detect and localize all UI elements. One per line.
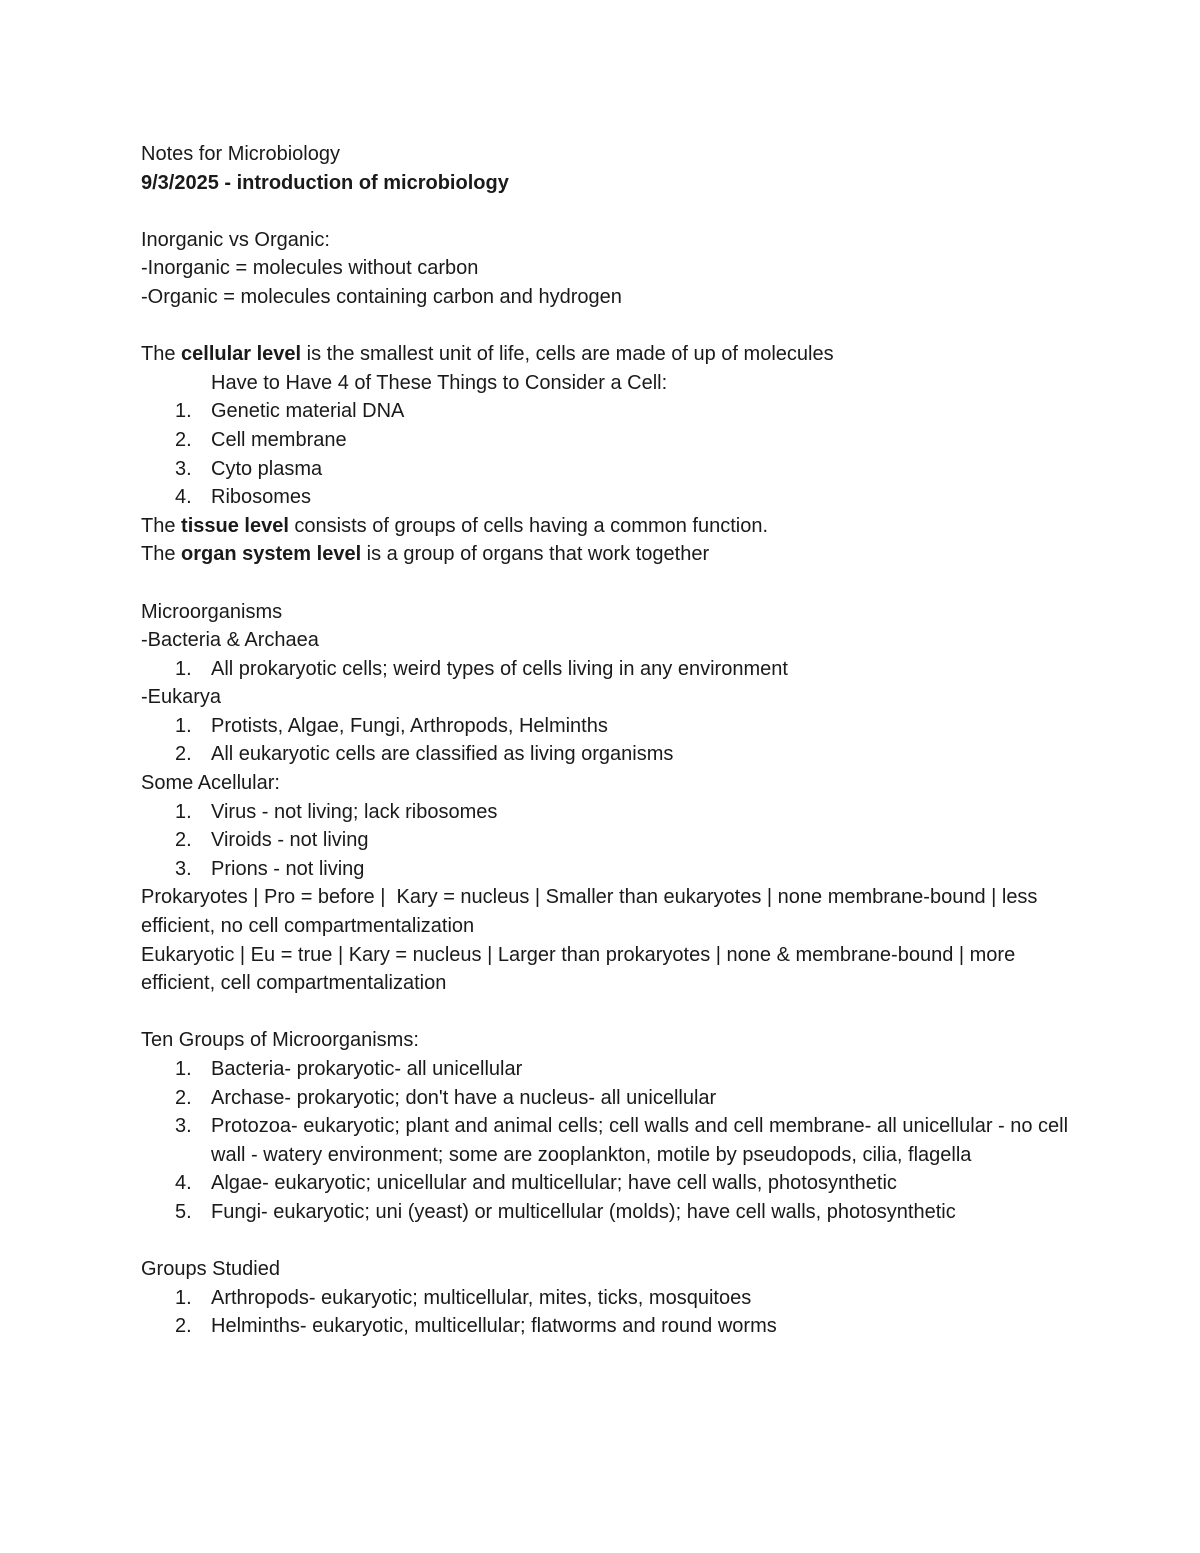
list-number: 4.: [175, 486, 192, 509]
list-number: 2.: [175, 428, 192, 451]
list-number: 2.: [175, 1086, 192, 1109]
term-organ-system-level: organ system level: [181, 543, 362, 566]
list-item: [141, 1055, 1071, 1084]
list-item: [141, 740, 1071, 769]
list-item-text: Protists, Algae, Fungi, Arthropods, Helminths: [211, 714, 608, 737]
list-item: [141, 1198, 1071, 1227]
organic-line: -Organic = molecules containing carbon and hydrogen: [141, 285, 622, 308]
text: is a group of organs that work together: [361, 543, 710, 566]
list-item-text: Ribosomes: [211, 486, 312, 509]
list-item-text: Bacteria- prokaryotic- all unicellular: [211, 1058, 523, 1080]
ten-groups-list: [141, 1055, 1071, 1227]
spacer: [141, 1227, 1071, 1256]
list-item-text: Protozoa- eukaryotic; plant and animal cells; cell walls and cell membrane- all unicellular - no cell wall - watery environment; some are zooplankton, motile by pseudopods, cilia, flagella: [211, 1115, 1069, 1166]
microorganisms-heading: Microorganisms: [141, 600, 283, 623]
list-number: 3.: [175, 457, 192, 480]
ten-groups-heading: Ten Groups of Microorganisms:: [141, 1029, 419, 1052]
bacteria-heading: -Bacteria & Archaea: [141, 629, 319, 652]
list-item-text: Arthropods- eukaryotic; multicellular, mites, ticks, mosquitoes: [211, 1286, 752, 1309]
list-number: 2.: [175, 1315, 192, 1338]
list-item-text: Helminths- eukaryotic, multicellular; flatworms and round worms: [211, 1315, 777, 1338]
list-number: 1.: [175, 800, 192, 823]
list-item: [141, 655, 1071, 684]
list-number: 1.: [175, 657, 192, 680]
list-item-text: All prokaryotic cells; weird types of cells living in any environment: [211, 657, 788, 680]
inorganic-heading: Inorganic vs Organic:: [141, 228, 330, 251]
list-item-text: All eukaryotic cells are classified as living organisms: [211, 743, 674, 766]
list-item: [141, 712, 1071, 741]
list-item: [141, 1312, 1071, 1341]
list-item: [141, 426, 1071, 455]
list-number: 1.: [175, 1058, 192, 1080]
organ-level-line: [141, 540, 1071, 569]
spacer: [141, 998, 1071, 1027]
list-item: [141, 798, 1071, 827]
list-item: [141, 1112, 1071, 1169]
prokaryotes-line: Prokaryotes | Pro = before | Kary = nucleus | Smaller than eukaryotes | none membrane-bound | less efficient, no cell compartmentalization: [141, 886, 1043, 938]
list-item-text: Prions - not living: [211, 857, 365, 880]
list-item-text: Virus - not living; lack ribosomes: [211, 800, 498, 823]
list-item-text: Cyto plasma: [211, 457, 323, 480]
list-number: 3.: [175, 857, 192, 880]
cell-requirements-heading: Have to Have 4 of These Things to Consider a Cell:: [211, 371, 668, 394]
list-item: [141, 826, 1071, 855]
spacer: [141, 569, 1071, 598]
list-item-text: Algae- eukaryotic; unicellular and multicellular; have cell walls, photosynthetic: [211, 1172, 897, 1195]
term-tissue-level: tissue level: [181, 514, 289, 537]
text: consists of groups of cells having a common function.: [288, 514, 769, 537]
text: The: [141, 514, 182, 537]
tissue-level-line: [141, 512, 1071, 541]
list-item: [141, 1169, 1071, 1198]
list-number: 3.: [175, 1115, 192, 1138]
list-number: 1.: [175, 714, 192, 737]
groups-studied-heading: Groups Studied: [141, 1258, 280, 1281]
spacer: [141, 312, 1071, 341]
term-cellular-level: cellular level: [181, 343, 302, 366]
text: is the smallest unit of life, cells are made of up of molecules: [301, 343, 834, 366]
list-number: 4.: [175, 1172, 192, 1195]
list-item-text: Genetic material DNA: [211, 400, 405, 423]
acellular-heading: Some Acellular:: [141, 772, 280, 795]
document-title: Notes for Microbiology: [141, 143, 340, 165]
cell-requirements-list: [141, 397, 1071, 511]
list-item: [141, 483, 1071, 512]
acellular-list: [141, 798, 1071, 884]
list-number: 5.: [175, 1200, 192, 1223]
eukaryotic-line: Eukaryotic | Eu = true | Kary = nucleus | Larger than prokaryotes | none & membrane-bound | more efficient, cell compartmentalization: [141, 943, 1021, 995]
list-item: [141, 1084, 1071, 1113]
text: The: [141, 543, 182, 566]
list-number: 2.: [175, 743, 192, 766]
date-heading: 9/3/2025 - introduction of microbiology: [141, 171, 509, 194]
bacteria-list: [141, 655, 1071, 684]
text: The: [141, 343, 182, 366]
groups-studied-list: [141, 1284, 1071, 1341]
spacer: [141, 197, 1071, 226]
list-item: [141, 455, 1071, 484]
eukarya-heading: -Eukarya: [141, 686, 222, 709]
list-number: 1.: [175, 400, 192, 423]
list-item-text: Fungi- eukaryotic; uni (yeast) or multicellular (molds); have cell walls, photosynthetic: [211, 1200, 956, 1223]
cellular-level-line: [141, 340, 1071, 369]
list-item-text: Viroids - not living: [211, 829, 369, 852]
list-item-text: Archase- prokaryotic; don't have a nucleus- all unicellular: [211, 1086, 717, 1109]
inorganic-line: -Inorganic = molecules without carbon: [141, 257, 479, 280]
list-item: [141, 1284, 1071, 1313]
list-number: 1.: [175, 1286, 192, 1309]
list-item-text: Cell membrane: [211, 428, 347, 451]
list-item: [141, 397, 1071, 426]
list-number: 2.: [175, 829, 192, 852]
list-item: [141, 855, 1071, 884]
eukarya-list: [141, 712, 1071, 769]
document-body: [141, 140, 1071, 1341]
